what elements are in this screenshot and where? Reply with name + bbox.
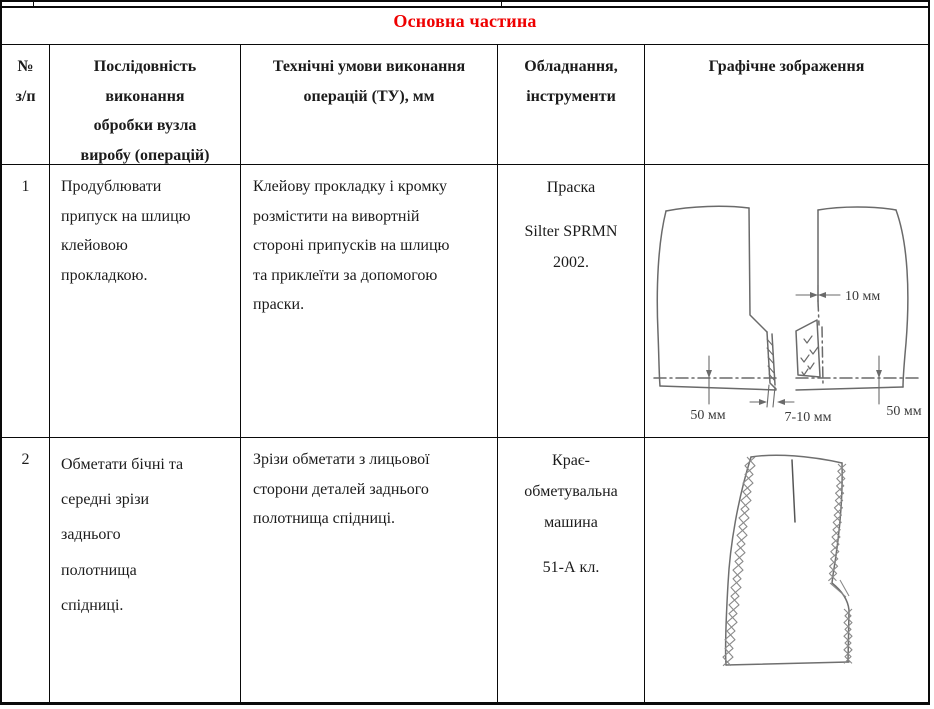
row2-operation: Обметати бічні та середні зрізи заднього полотнища спідниці. xyxy=(50,438,241,703)
fusing-check-marks xyxy=(801,336,818,375)
equipment-model: Silter SPRMN 2002. xyxy=(524,223,618,272)
section-title: Основна частина xyxy=(393,11,537,31)
remnant-cell-border xyxy=(501,2,502,6)
row2-equipment xyxy=(498,438,645,703)
dart-line xyxy=(792,460,795,522)
dim10-line xyxy=(796,285,840,307)
panel-bottom-edge xyxy=(726,662,849,665)
dim710-label: 7-10 мм xyxy=(784,410,831,425)
row1-graphic-cell xyxy=(645,165,928,438)
equipment-name: Праска xyxy=(546,179,596,196)
panel-top-edge xyxy=(751,455,842,463)
dim50-left-label: 50 мм xyxy=(689,408,726,423)
left-panel-bottom-edge xyxy=(660,386,776,390)
row1-equipment xyxy=(498,165,645,438)
right-panel-side-edge xyxy=(896,210,908,387)
row2-number: 2 xyxy=(2,438,50,703)
equipment-name: Крає-обметувальна машина xyxy=(524,452,618,532)
section-title-row xyxy=(2,8,928,45)
left-panel-center-edge xyxy=(749,208,767,332)
header-col-equipment: Обладнання, інструменти xyxy=(498,45,645,165)
dim50-right-label: 50 мм xyxy=(885,404,922,419)
header-col-sequence: Послідовність виконання обробки вузла виробу (операцій) xyxy=(50,45,241,165)
right-panel-top-edge xyxy=(818,207,896,210)
dim10-label: 10 мм xyxy=(844,289,880,304)
skirt-back-panels-fusing-drawing xyxy=(646,193,928,431)
header-col-graphic: Графічне зображення xyxy=(645,45,928,165)
dim710-lines xyxy=(750,385,794,407)
remnant-cell-border xyxy=(33,2,34,6)
row1-number: 1 xyxy=(2,165,50,438)
skirt-panel-overlocked-edges-drawing xyxy=(646,444,928,696)
row2-conditions: Зрізи обметати з лицьової сторони деталей заднього полотнища спідниці. xyxy=(241,438,498,703)
equipment-model: 51-А кл. xyxy=(542,558,600,576)
previous-table-remnant xyxy=(2,2,928,8)
left-panel-side-edge xyxy=(657,211,666,386)
row2-graphic-cell xyxy=(645,438,928,703)
row1-operation: Продублювати припуск на шлицю клейовою прокладкою. xyxy=(50,165,241,438)
left-panel-top-edge xyxy=(666,206,749,211)
header-col-conditions: Технічні умови виконання операцій (ТУ), мм xyxy=(241,45,498,165)
right-panel-bottom-edge xyxy=(796,387,903,390)
header-col-num: № з/п xyxy=(2,45,50,165)
row1-conditions: Клейову прокладку і кромку розмістити на вивортній стороні припусків на шлицю та приклеїти за допомогою праски. xyxy=(241,165,498,438)
